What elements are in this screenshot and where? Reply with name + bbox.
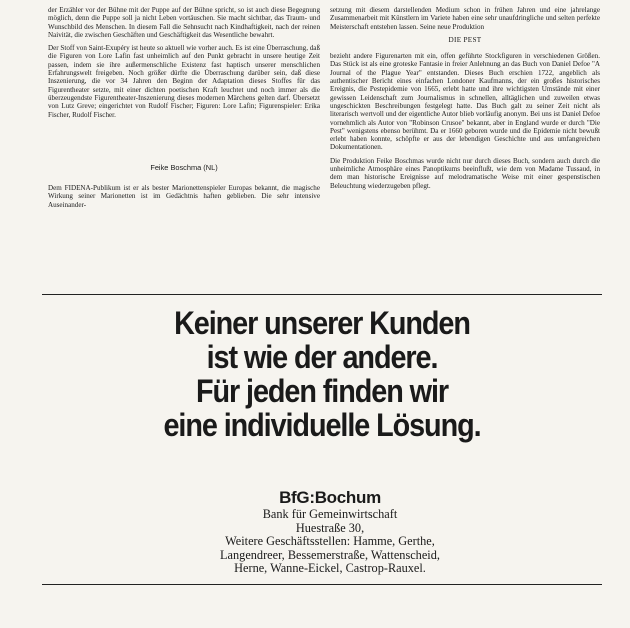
left-paragraph-2: Der Stoff von Saint-Exupéry ist heute so aktuell wie vorher auch. Es ist eine Überraschung, daß die Figuren von Lore Lafin fast unheimlich auf den Punkt gebracht in unsere heutige Zeit passen, indem sie ihre außermenschliche Existenz fast haptisch unserer menschlichen Erfahrungswelt freigeben. Noch größer dürfte die Überraschung darüber sein, daß diese Inszenierung, die vor 34 Jahren den Beginn der Adaptation dieses Stoffes für das Figurentheater setzte, mit einer dichten poetischen Kraft leuchtet und noch immer als die überzeugendste Figurentheater-Inszenierung dieses modernen Märchens gelten darf. Übersetzt von Lutz Greve; eingerichtet von Rudolf Fischer; Figuren: Lore Lafin; Figurenspieler: Erika Fischer, Rudolf Fischer.	[48, 44, 320, 119]
bank-full-name: Bank für Gemeinwirtschaft	[262, 507, 398, 521]
section-heading-boschma: Feike Boschma (NL)	[150, 162, 218, 172]
bank-branches-line-3: Herne, Wanne-Eickel, Castrop-Rauxel.	[234, 561, 426, 576]
right-paragraph-2: bezieht andere Figurenarten mit ein, offen geführte Stockfiguren in verschiedenen Größen. Das Stück ist als eine groteske Fantasie in freier Anlehnung an das Buch von Daniel Defoe "A Journal of the Plague Year" entstanden. Dieses Buch erschien 1722, angeblich als authentischer Bericht eines einfachen Londoner Kaufmanns, der ein großes historisches Ereignis, die Pestepidemie von 1665, erlebt hatte und ihre wichtigsten Umstände mit einer gewissen Leidenschaft zum Journalismus in schnellen, alltäglichen und zuweilen etwas ungeschickten Beschreibungen festgelegt hatte. Das Buch galt zu seiner Zeit nicht als literarisch wertvoll und der eigentliche Autor blieb vorläufig anonym. Bei uns ist Daniel Defoe vornehmlich als Autor von "Robinson Crusoe" bekannt, aber in England wurde er durch "Die Pest" wenigstens ebenso berühmt. Da er 1660 geboren wurde und die Epidemie nicht bewußt erlebt haben konnte, schöpfte er aus der lebendigen Geschichte und aus umfangreichen Dokumentationen.	[330, 52, 600, 152]
ad-headline-line-4: eine individuelle Lösung.	[163, 407, 481, 443]
ad-headline-line-3: Für jeden finden wir	[195, 373, 449, 409]
ad-headline	[42, 306, 602, 442]
bank-street: Huestraße 30,	[295, 520, 365, 535]
right-text-column	[330, 6, 600, 195]
ad-headline-line-1: Keiner unserer Kunden	[174, 305, 470, 341]
right-paragraph-3: Die Produktion Feike Boschmas wurde nicht nur durch dieses Buch, sondern auch durch die unheimliche Atmosphäre eines Panoptikums beeinflußt, wie dem von Madame Tussaud, in dem man historische Ereignisse auf melodramatische Weise mit einer gespenstischen Beleuchtung wiederzugeben pflegt.	[330, 156, 600, 190]
ad-bottom-rule	[42, 584, 602, 585]
left-paragraph-3: Dem FIDENA-Publikum ist er als bester Marionettenspieler Europas bekannt, die magische Wirkung seiner Marionetten ist im Gedächtnis haften geblieben. Die sehr intensive Auseinander-	[48, 184, 320, 209]
bank-branches-line-1: Weitere Geschäftsstellen: Hamme, Gerthe,	[225, 534, 435, 549]
section-heading-die-pest: DIE PEST	[448, 35, 482, 44]
column-gap	[48, 124, 320, 158]
right-paragraph-1: setzung mit diesem darstellenden Medium schon in frühen Jahren und eine jahrelange Zusammenarbeit mit Künstlern im Variete haben eine sehr unaufdringliche und selten perfekte Meisterschaft entstehen lassen. Seine neue Produktion	[330, 6, 600, 31]
ad-top-rule	[42, 294, 602, 295]
bank-branches-line-2: Langendreer, Bessemerstraße, Wattenscheid,	[220, 547, 440, 562]
bank-name: BfG:Bochum	[279, 488, 381, 507]
ad-headline-line-2: ist wie der andere.	[206, 339, 438, 375]
bank-address-block	[130, 488, 530, 576]
left-paragraph-1: der Erzähler vor der Bühne mit der Puppe auf der Bühne spricht, so ist auch diese Begegnung möglich, denn die Puppe soll ja nicht Leben vortäuschen. Sie macht sichtbar, das Traum- und Wunschbild des Menschen. In diesem Fall die Sehnsucht nach Kindhaftigkeit, nach der reinen Naivität, die zwischen Geschäften und Geschäftigkeit das Wesentliche bewahrt.	[48, 6, 320, 39]
left-text-column	[48, 6, 320, 214]
